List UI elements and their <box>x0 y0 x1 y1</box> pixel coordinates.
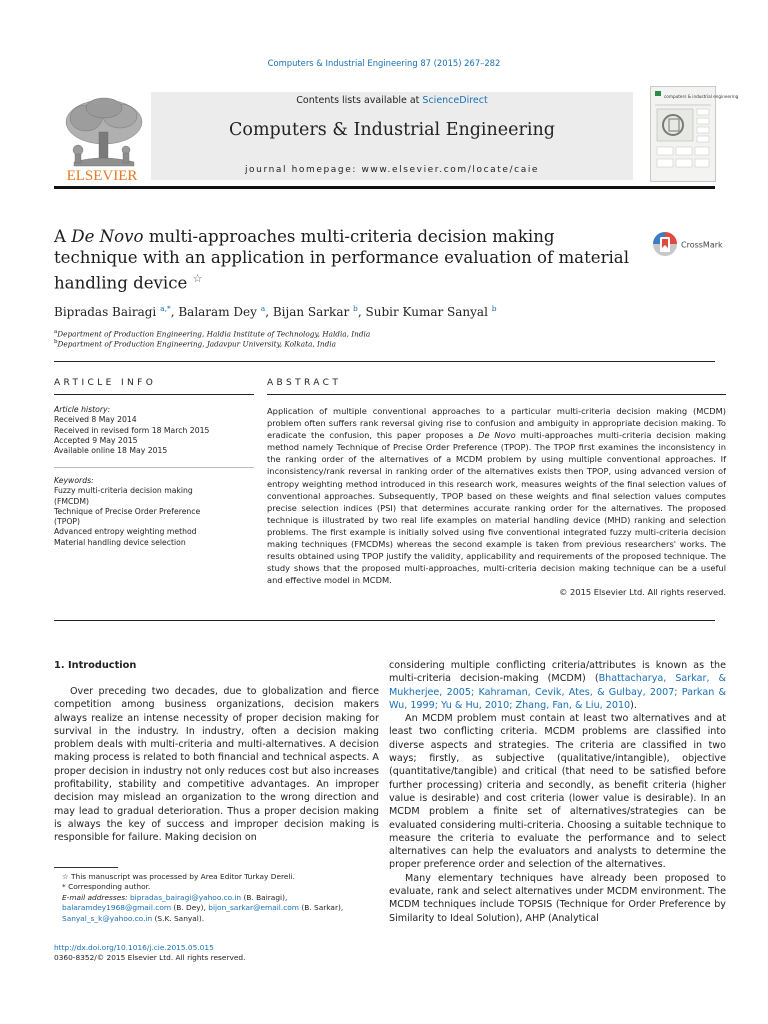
author-separator: , <box>265 305 273 319</box>
email-owner: (B. Dey), <box>171 903 209 913</box>
history-item: Available online 18 May 2015 <box>54 446 168 456</box>
abstract-heading: ABSTRACT <box>267 378 342 388</box>
paragraph: Over preceding two decades, due to globalization and fierce competition among business organizations, decision makers always realize an intense necessity of proper decision making for survival in the industry. In industry, often a decision making problem deals with multi-criteria and multi-alternatives. A decision making process is related to both financial and technical aspects. A proper decision in industry not only reduces cost but also increases profitability, stability and competitive advantages. An improper decision may mislead an organization to the wrong direction and may lead to gradual deterioration. Thus a proper decision making is always the key of success and improper decision making is responsible for failure. Making decision on <box>54 686 379 844</box>
journal-title: Computers & Industrial Engineering <box>229 120 555 140</box>
history-item: Accepted 9 May 2015 <box>54 435 138 445</box>
journal-cover-thumbnail <box>650 86 739 182</box>
email-link[interactable]: bipradas_bairagi@yahoo.co.in <box>129 892 242 902</box>
email-label: E-mail addresses: <box>62 892 128 902</box>
keyword: Fuzzy multi-criteria decision making <box>54 486 193 496</box>
paragraph: Many elementary techniques have already been proposed to evaluate, rank and select alternatives under MCDM environment. The MCDM techniques include TOPSIS (Technique for Order Preference by Similarity to Ideal Solution), AHP (Analytical <box>389 872 726 924</box>
cover-title: computers & industrial engineering <box>664 94 739 99</box>
affiliation-marker: b <box>54 339 58 345</box>
doi-link[interactable]: http://dx.doi.org/10.1016/j.cie.2015.05.015 <box>54 943 214 952</box>
publisher-name: ELSEVIER <box>66 168 138 184</box>
article-info-rule <box>54 394 254 395</box>
affiliation-text: Department of Production Engineering, Haldia Institute of Technology, Haldia, India <box>57 329 371 339</box>
article-info-rule-2 <box>54 467 254 468</box>
affiliation-text: Department of Production Engineering, Jadavpur University, Kolkata, India <box>57 339 336 349</box>
author-affiliation-marker[interactable]: b <box>353 304 358 313</box>
author-list <box>54 304 654 319</box>
email-owner: (B. Bairagi), <box>241 892 288 902</box>
email-link[interactable]: balaramdey1968@gmail.com <box>62 903 172 913</box>
journal-citation-link[interactable]: Computers & Industrial Engineering 87 (2015) 267–282 <box>267 58 501 68</box>
citation-references[interactable]: Bhattacharya, Sarkar, & Mukherjee, 2005; Kahraman, Cevik, Ates, & Gulbay, 2007; Parkan & Wu, 1999; Yu & Hu, 2010; Zhang, Fan, & Liu, 2010 <box>389 673 726 711</box>
email-link[interactable]: bijon_sarkar@email.com <box>208 903 299 913</box>
crossmark-label: CrossMark <box>681 240 723 250</box>
author-separator: , <box>357 305 366 319</box>
title-italic: De Novo <box>71 227 144 246</box>
email-link[interactable]: Sanyal_s_k@yahoo.co.in <box>62 913 153 923</box>
article-title <box>54 226 634 294</box>
title-footnote-marker[interactable]: ☆ <box>192 272 203 285</box>
section-heading-introduction: 1. Introduction <box>54 660 137 671</box>
footnote-emails <box>54 893 384 924</box>
contents-line <box>151 95 633 106</box>
abstract-text-1: Application of multiple conventional approaches to a particular multi-criteria decision making (MCDM) problem often suffers rank reversal giving rise to confusion and ambiguity in appropriate decision making. To eradicate the confusion, this paper proposes a <box>267 406 726 441</box>
email-owner: (B. Sarkar), <box>299 903 344 913</box>
author-affiliation-marker[interactable]: a,* <box>160 304 171 313</box>
footnote-text: Corresponding author. <box>68 882 151 892</box>
author-affiliation-marker[interactable]: a <box>260 304 266 313</box>
footnotes <box>54 872 384 924</box>
keyword: Advanced entropy weighting method <box>54 527 197 537</box>
keyword: (FMCDM) <box>54 496 89 506</box>
divider <box>54 361 715 362</box>
abstract-text-2: multi-approaches multi-criteria decision making method namely Technique of Precise Order Preference (TPOP). The TPOP first examines the inconsistency in the ranking order of the alternatives of a MCDM problem by using multiple conventional approaches. If inconsistency/rank reversal in ranking order of the alternatives exists then TPOP, using advanced version of entropy weighting method introduced in this research work, measures weights of the final selection values of conventional approaches. Subsequently, TPOP based on these weights and final selection values computes precise selection indices (PSI) that determines accurate ranking order for the alternatives. The proposed technique is illustrated by two real life examples on material handling device (MHD) ranking and selection problems. The first example is initially solved using five conventional integrated fuzzy multi-criteria decision making techniques (FMCDMs) whereas the second example is taken from previous researchers' works. The results obtained using TPOP justify the validity, applicability and requirements of the proposed technique. The study shows that the proposed multi-approaches, multi-criteria decision making technique can be a useful and effective model in MCDM. <box>267 430 727 586</box>
affiliation-b <box>54 339 336 348</box>
paragraph-text: considering multiple conflicting criteria/attributes is known as the multi-criteria decision-making (MCDM) ( <box>389 660 726 685</box>
tree-icon <box>54 92 150 184</box>
contents-label: Contents lists available at <box>296 95 423 106</box>
history-item: Received 8 May 2014 <box>54 415 137 425</box>
author-separator: , <box>170 305 179 319</box>
email-owner: (S.K. Sanyal). <box>152 913 205 923</box>
author-name[interactable]: Subir Kumar Sanyal <box>365 305 488 319</box>
footnote-rule <box>54 867 118 868</box>
footnote-marker: ☆ <box>62 872 69 881</box>
article-history <box>54 405 254 456</box>
abstract-body <box>267 405 726 599</box>
journal-homepage: journal homepage: www.elsevier.com/locate/caie <box>244 165 540 175</box>
keywords-label: Keywords: <box>54 476 94 485</box>
paragraph <box>389 659 726 712</box>
footnote-text: This manuscript was processed by Area Editor Turkay Dereli. <box>71 872 295 881</box>
affiliation-a <box>54 329 370 338</box>
author-name[interactable]: Balaram Dey <box>178 305 257 319</box>
paragraph: An MCDM problem must contain at least two alternatives and at least two conflicting criteria. MCDM problems are classified into diverse aspects and strategies. The criteria are classified in two ways; firstly, as subjective (qualitative/intangible), objective (quantitative/tangible) and critical (that need to be satisfied before further processing) criteria and secondly, as benefit criteria (higher value is desirable) and cost criteria (lower value is desirable). In an MCDM problem a finite set of alternatives/strategies can be evaluated considering multi-criteria. Choosing a suitable technique to measure the criteria to evaluate the performance and to select alternatives can help the evaluators and analysts to determine the proper preference order and selection of the alternatives. <box>389 713 726 871</box>
affiliation-marker: a <box>54 329 58 335</box>
footnote-corresponding <box>54 882 384 892</box>
keyword: Technique of Precise Order Preference <box>54 506 201 516</box>
author-name[interactable]: Bijan Sarkar <box>272 305 350 319</box>
title-lead: A <box>54 227 72 246</box>
crossmark-icon <box>652 230 730 258</box>
keyword: Material handling device selection <box>54 537 186 547</box>
elsevier-logo <box>54 92 150 184</box>
left-column <box>54 685 379 845</box>
history-item: Received in revised form 18 March 2015 <box>54 425 210 435</box>
keywords <box>54 476 254 548</box>
footnote-star <box>54 872 384 882</box>
article-identifiers <box>54 943 384 964</box>
author-affiliation-marker[interactable]: b <box>491 304 497 313</box>
paragraph-text: ). <box>630 699 637 711</box>
article-info-heading: ARTICLE INFO <box>54 378 157 388</box>
title-rest: multi-approaches multi-criteria decision making technique with an application in performance evaluation of material handling device <box>54 227 630 293</box>
right-column <box>389 659 726 925</box>
footnote-marker: * <box>62 882 66 892</box>
issn-line: 0360-8352/© 2015 Elsevier Ltd. All rights reserved. <box>54 953 246 963</box>
crossmark-button[interactable] <box>652 230 730 258</box>
author-name[interactable]: Bipradas Bairagi <box>54 305 157 319</box>
abstract-rule <box>267 394 726 395</box>
divider <box>54 620 715 621</box>
header-rule <box>54 186 715 189</box>
keyword: (TPOP) <box>54 517 81 527</box>
abstract-copyright: © 2015 Elsevier Ltd. All rights reserved. <box>559 587 726 598</box>
article-history-label: Article history: <box>54 405 111 414</box>
abstract-italic: De Novo <box>478 430 516 441</box>
sciencedirect-link[interactable]: ScienceDirect <box>422 95 488 106</box>
